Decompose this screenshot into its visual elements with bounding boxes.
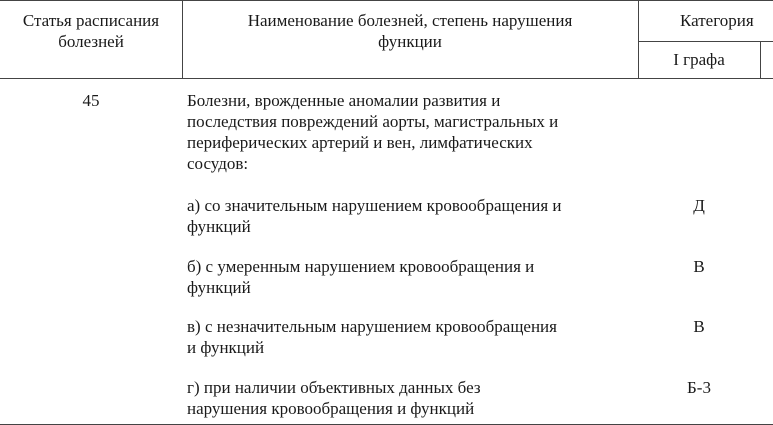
item-d-category: Б-3 (687, 378, 711, 397)
item-d-line-1: г) при наличии объективных данных без (187, 378, 481, 397)
item-a-line-1: а) со значительным нарушением кровообращения и (187, 196, 562, 215)
disease-title-line-2: последствия повреждений аорты, магистральных и (187, 112, 559, 131)
article-number: 45 (82, 91, 100, 110)
header-graph-column: I графа (673, 50, 725, 69)
item-d-description (187, 377, 635, 419)
item-c-line-1: в) с незначительным нарушением кровообращения (187, 317, 557, 336)
header-article-column (0, 10, 182, 52)
header-name-line-2: функции (378, 32, 442, 51)
header-article-line-1: Статья расписания (22, 11, 160, 30)
item-b-category: В (693, 257, 705, 276)
item-a-line-2: функций (187, 217, 251, 236)
item-b-line-2: функций (187, 278, 251, 297)
header-bottom-border (0, 78, 773, 79)
item-b-line-1: б) с умеренным нарушением кровообращения и (187, 257, 535, 276)
item-c-category: В (693, 317, 705, 336)
item-a-category: Д (693, 196, 705, 215)
item-d-line-2: нарушения кровообращения и функций (187, 399, 475, 418)
item-a-description (187, 195, 635, 237)
item-c-description (187, 316, 635, 358)
table-top-border (0, 0, 773, 1)
item-c-line-2: и функций (187, 338, 265, 357)
category-subheader-border (638, 41, 773, 42)
disease-title (187, 90, 635, 174)
header-name-line-1: Наименование болезней, степень нарушения (247, 11, 573, 30)
header-name-column (182, 10, 638, 52)
disease-title-line-1: Болезни, врожденные аномалии развития и (187, 91, 501, 110)
header-category-column: Категория (680, 11, 754, 30)
disease-title-line-3: периферических артерий и вен, лимфатических (187, 133, 533, 152)
disease-title-line-4: сосудов: (187, 154, 249, 173)
item-b-description (187, 256, 635, 298)
column-divider-3 (760, 41, 761, 79)
header-article-line-2: болезней (58, 32, 124, 51)
